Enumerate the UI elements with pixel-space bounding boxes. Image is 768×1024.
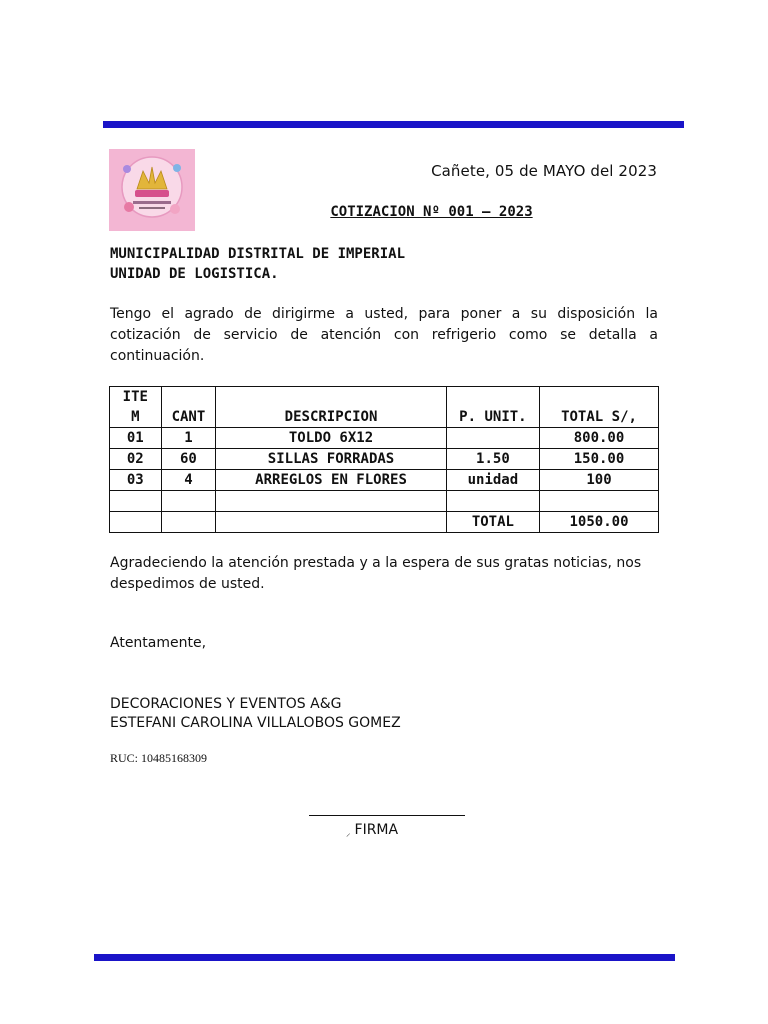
row-total: 100 xyxy=(540,470,659,491)
empty-cell xyxy=(540,491,659,512)
signer-name: ESTEFANI CAROLINA VILLALOBOS GOMEZ xyxy=(110,715,401,731)
table-total-row xyxy=(110,512,659,533)
ruc-number: RUC: 10485168309 xyxy=(110,751,208,765)
row-item: 01 xyxy=(110,428,162,449)
table-header-row xyxy=(110,387,659,428)
quotation-table xyxy=(109,386,659,533)
empty-cell xyxy=(161,512,216,533)
quotation-number: COTIZACION Nº 001 – 2023 xyxy=(330,204,533,220)
document-date: Cañete, 05 de MAYO del 2023 xyxy=(431,162,657,180)
document-title xyxy=(0,204,768,220)
recipient-unit: UNIDAD DE LOGISTICA. xyxy=(110,266,279,282)
signer-company: DECORACIONES Y EVENTOS A&G xyxy=(110,696,342,712)
header-item-line2: M xyxy=(131,409,140,425)
header-cant: CANT xyxy=(161,387,216,428)
pen-mark-icon: ⸝ xyxy=(346,829,351,839)
empty-cell xyxy=(161,491,216,512)
table-row xyxy=(110,449,659,470)
recipient-block xyxy=(110,244,405,284)
header-total: TOTAL S/, xyxy=(540,387,659,428)
row-cant: 60 xyxy=(161,449,216,470)
row-cant: 4 xyxy=(161,470,216,491)
signer-block xyxy=(110,695,401,733)
thanks-paragraph: Agradeciendo la atención prestada y a la espera de sus gratas noticias, nos despedimos de usted. xyxy=(110,555,642,592)
row-item: 02 xyxy=(110,449,162,470)
bottom-blue-rule xyxy=(94,954,675,961)
total-value: 1050.00 xyxy=(540,512,659,533)
header-item-line1: ITE xyxy=(122,389,148,405)
top-blue-rule xyxy=(103,121,684,128)
header-descripcion: DESCRIPCION xyxy=(216,387,446,428)
row-total: 150.00 xyxy=(540,449,659,470)
row-descripcion: ARREGLOS EN FLORES xyxy=(216,470,446,491)
table-row xyxy=(110,428,659,449)
total-label: TOTAL xyxy=(446,512,539,533)
row-descripcion: TOLDO 6X12 xyxy=(216,428,446,449)
row-descripcion: SILLAS FORRADAS xyxy=(216,449,446,470)
row-punit: 1.50 xyxy=(446,449,539,470)
intro-paragraph: Tengo el agrado de dirigirme a usted, para poner a su disposición la cotización de servicio de atención con refrigerio como se detalla a continuación. xyxy=(110,306,658,364)
row-punit xyxy=(446,428,539,449)
row-punit: unidad xyxy=(446,470,539,491)
row-cant: 1 xyxy=(161,428,216,449)
empty-cell xyxy=(216,512,446,533)
signature-line xyxy=(309,815,465,816)
row-item: 03 xyxy=(110,470,162,491)
signature-label: FIRMA xyxy=(354,822,399,838)
header-punit: P. UNIT. xyxy=(446,387,539,428)
closing-text: Atentamente, xyxy=(110,635,207,651)
empty-cell xyxy=(110,491,162,512)
header-item xyxy=(110,387,162,428)
empty-cell xyxy=(110,512,162,533)
table-row-empty xyxy=(110,491,659,512)
table-row xyxy=(110,470,659,491)
row-total: 800.00 xyxy=(540,428,659,449)
empty-cell xyxy=(216,491,446,512)
recipient-name: MUNICIPALIDAD DISTRITAL DE IMPERIAL xyxy=(110,246,406,262)
empty-cell xyxy=(446,491,539,512)
signature-area xyxy=(346,822,398,839)
